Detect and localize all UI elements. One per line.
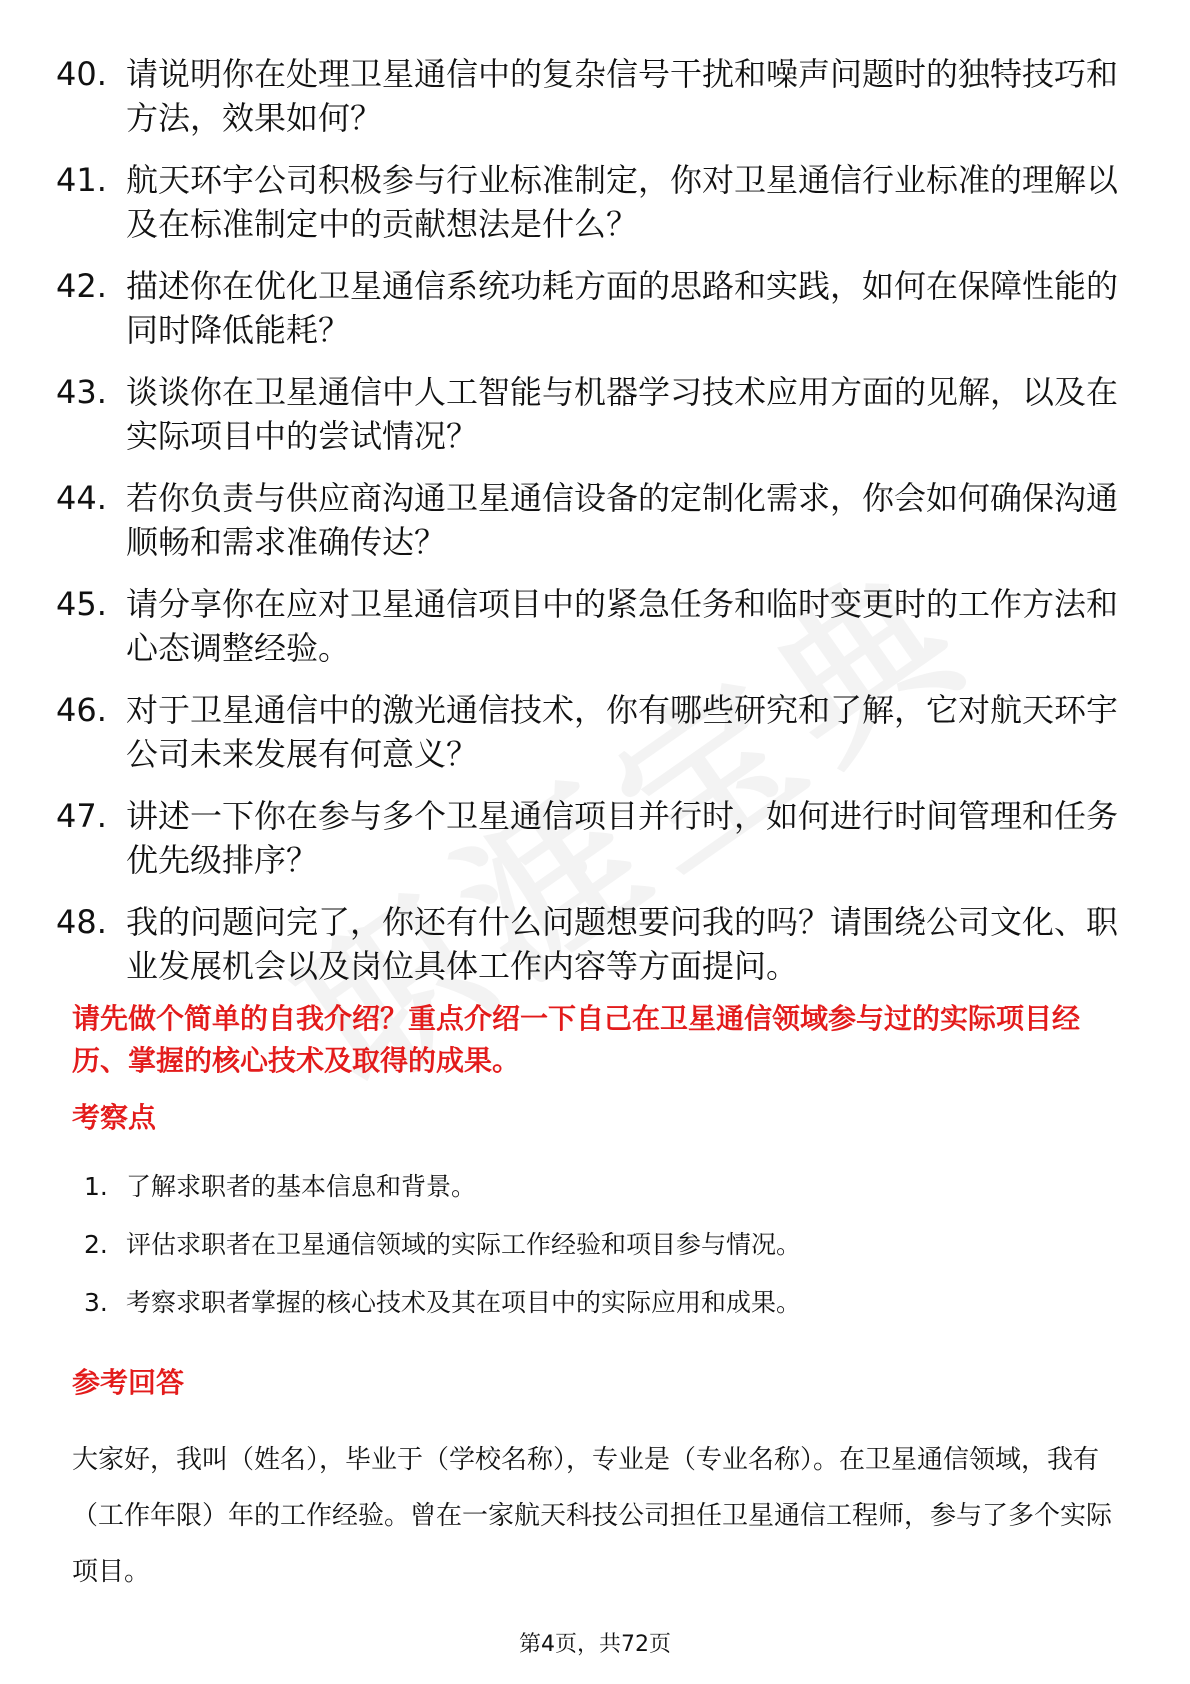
- list-item: [56, 264, 1136, 352]
- question-text: 若你负责与供应商沟通卫星通信设备的定制化需求，你会如何确保沟通顺畅和需求准确传达？: [126, 479, 1119, 561]
- list-item: [84, 1228, 1124, 1262]
- question-number: 47.: [56, 797, 107, 835]
- question-text: 请分享你在应对卫星通信项目中的紧急任务和临时变更时的工作方法和心态调整经验。: [126, 585, 1119, 667]
- question-number: 44.: [56, 479, 107, 517]
- list-item: [56, 900, 1136, 988]
- question-text: 航天环宇公司积极参与行业标准制定，你对卫星通信行业标准的理解以及在标准制定中的贡献想法是什么？: [126, 161, 1119, 243]
- question-number: 41.: [56, 161, 107, 199]
- list-item: [56, 582, 1136, 670]
- list-item: [56, 476, 1136, 564]
- question-text: 谈谈你在卫星通信中人工智能与机器学习技术应用方面的见解，以及在实际项目中的尝试情况？: [126, 373, 1119, 455]
- point-text: 评估求职者在卫星通信领域的实际工作经验和项目参与情况。: [126, 1230, 802, 1259]
- question-text: 我的问题问完了，你还有什么问题想要问我的吗？请围绕公司文化、职业发展机会以及岗位具体工作内容等方面提问。: [126, 903, 1119, 985]
- point-text: 考察求职者掌握的核心技术及其在项目中的实际应用和成果。: [126, 1288, 802, 1317]
- list-item: [84, 1286, 1124, 1320]
- question-number: 40.: [56, 55, 107, 93]
- question-text: 请说明你在处理卫星通信中的复杂信号干扰和噪声问题时的独特技巧和方法，效果如何？: [126, 55, 1119, 137]
- list-item: [84, 1170, 1124, 1204]
- question-number: 42.: [56, 267, 107, 305]
- list-item: [56, 370, 1136, 458]
- section-title-answer: 参考回答: [72, 1366, 185, 1399]
- point-number: 1.: [84, 1172, 108, 1201]
- list-item: [56, 52, 1136, 140]
- answer-paragraph: 大家好，我叫（姓名），毕业于（学校名称），专业是（专业名称）。在卫星通信领域，我有（工作年限）年的工作经验。曾在一家航天科技公司担任卫星通信工程师，参与了多个实际项目。: [72, 1445, 1113, 1587]
- page-footer: 第4页，共72页: [519, 1632, 671, 1657]
- highlight-question: 请先做个简单的自我介绍？重点介绍一下自己在卫星通信领域参与过的实际项目经历、掌握的核心技术及取得的成果。: [72, 1002, 1081, 1077]
- point-number: 3.: [84, 1288, 108, 1317]
- list-item: [56, 158, 1136, 246]
- question-number: 43.: [56, 373, 107, 411]
- point-number: 2.: [84, 1230, 108, 1259]
- list-item: [56, 794, 1136, 882]
- section-title-examine: 考察点: [72, 1101, 157, 1134]
- question-list: [56, 52, 1136, 1006]
- question-number: 48.: [56, 903, 107, 941]
- list-item: [56, 688, 1136, 776]
- question-text: 描述你在优化卫星通信系统功耗方面的思路和实践，如何在保障性能的同时降低能耗？: [126, 267, 1119, 349]
- point-text: 了解求职者的基本信息和背景。: [126, 1172, 477, 1201]
- examine-points-list: [84, 1170, 1124, 1344]
- question-text: 对于卫星通信中的激光通信技术，你有哪些研究和了解，它对航天环宇公司未来发展有何意义？: [126, 691, 1119, 773]
- question-number: 46.: [56, 691, 107, 729]
- question-number: 45.: [56, 585, 107, 623]
- question-text: 讲述一下你在参与多个卫星通信项目并行时，如何进行时间管理和任务优先级排序？: [126, 797, 1119, 879]
